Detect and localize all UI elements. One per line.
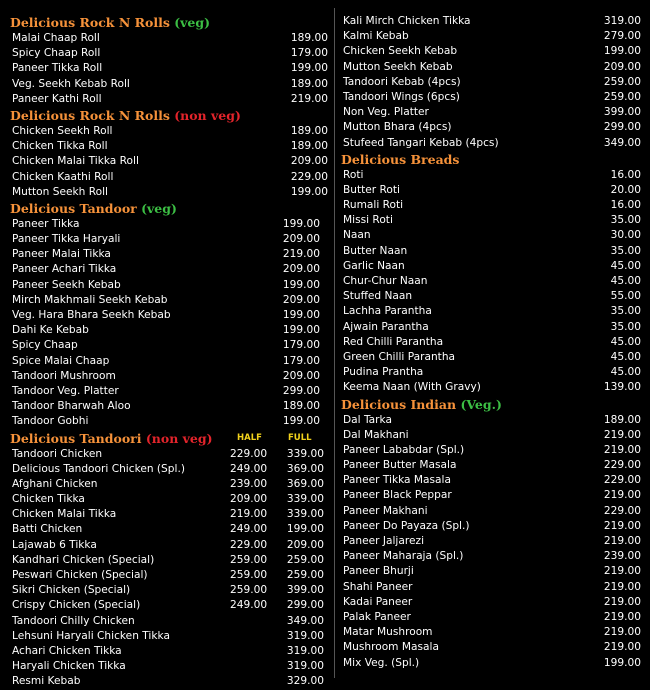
item-price: 219.00 [603,641,641,654]
item-full-price: 319.00 [286,660,324,673]
menu-item [10,462,328,477]
menu-item [341,259,641,274]
menu-item [10,568,328,583]
half-header: HALF [237,432,262,443]
item-name: Paneer Achari Tikka [12,263,117,276]
item-price: 259.00 [603,90,641,103]
section-heading [10,14,328,31]
section-heading [10,430,328,447]
item-name: Shahi Paneer [343,580,413,593]
item-name: Sikri Chicken (Special) [12,584,131,597]
menu-item [10,293,328,308]
menu-item [10,414,328,429]
item-price: 219.00 [603,428,641,441]
item-name: Butter Roti [343,183,400,196]
item-name: Stuffed Naan [343,290,413,303]
item-name: Afghani Chicken [12,477,98,490]
section-tandoori-nonveg [10,430,328,690]
item-name: Kalmi Kebab [343,30,409,43]
menu-item [341,90,641,105]
item-name: Veg. Hara Bhara Seekh Kebab [12,309,171,321]
menu-item [10,247,328,262]
item-name: Paneer Tikka Masala [343,474,451,487]
item-price: 199.00 [282,309,320,321]
menu-item [341,60,641,75]
item-price: 199.00 [603,45,641,58]
item-name: Pudina Prantha [343,366,424,379]
item-price: 209.00 [282,263,320,276]
item-name: Veg. Seekh Kebab Roll [12,77,130,90]
item-name: Resmi Kebab [12,675,81,688]
item-half-price: 259.00 [230,569,268,581]
menu-item [341,136,641,151]
section-heading [341,396,641,413]
item-list [10,124,328,200]
item-name: Malai Chaap Roll [12,32,100,44]
item-price: 179.00 [290,47,328,60]
item-name: Paneer Lababdar (Spl.) [343,443,465,456]
item-price: 35.00 [610,244,641,257]
item-half-price: 249.00 [230,462,268,475]
section-tandoor-continued [341,14,641,151]
item-price: 209.00 [282,369,320,382]
item-price: 199.00 [282,324,320,337]
item-name: Paneer Do Payaza (Spl.) [343,519,470,532]
item-name: Tandoor Gobhi [12,415,89,428]
item-full-price: 199.00 [286,523,324,536]
item-price: 189.00 [290,77,328,90]
item-name: Paneer Bhurji [343,565,414,578]
item-list [341,168,641,396]
menu-item [341,458,641,473]
item-price: 16.00 [610,168,641,181]
menu-item [10,629,328,644]
item-price: 179.00 [282,354,320,367]
item-price: 239.00 [603,550,641,563]
veg-tag: (Veg.) [460,396,502,412]
section-tandoor-veg [10,200,328,430]
item-price: 219.00 [603,535,641,547]
menu-item [341,519,641,534]
item-price: 219.00 [603,519,641,532]
item-price: 179.00 [282,339,320,352]
item-name: Tandoori Chicken [12,447,103,460]
item-name: Butter Naan [343,244,408,257]
item-price: 219.00 [603,565,641,578]
item-price: 199.00 [282,278,320,291]
menu-item [341,183,641,198]
item-price: 219.00 [282,248,320,261]
item-name: Garlic Naan [343,259,405,272]
item-price: 45.00 [610,275,641,287]
section-title: Delicious Indian [341,396,457,412]
item-price: 229.00 [290,170,328,183]
item-name: Tandoori Wings (6pcs) [343,90,460,103]
menu-item [10,92,328,107]
item-name: Mutton Bhara (4pcs) [343,121,452,134]
menu-item [10,614,328,629]
menu-item [341,640,641,655]
menu-left-column [10,14,328,690]
section-title: Delicious Rock N Rolls [10,15,170,30]
item-name: Mushroom Masala [343,641,439,654]
menu-item [10,232,328,247]
item-price: 55.00 [610,290,641,303]
menu-item [341,580,641,595]
item-name: Chicken Tikka [12,493,85,506]
item-list [10,217,328,430]
menu-item [341,610,641,625]
item-name: Ajwain Parantha [343,320,429,333]
item-name: Chicken Tikka Roll [12,140,108,153]
menu-item [10,522,328,537]
item-price: 199.00 [282,415,320,428]
section-indian-veg [341,396,641,671]
veg-tag: (veg) [174,15,211,30]
menu-item [10,384,328,399]
menu-item [10,538,328,553]
section-rock-veg [10,14,328,107]
item-price: 45.00 [610,335,641,348]
menu-item [341,320,641,335]
item-price: 279.00 [603,30,641,43]
item-name: Haryali Chicken Tikka [12,660,126,673]
menu-item [10,323,328,338]
menu-item [10,170,328,185]
item-full-price: 369.00 [286,462,324,475]
column-divider [334,8,335,678]
item-price: 20.00 [610,183,641,196]
item-name: Palak Paneer [343,610,411,623]
section-title: Delicious Tandoor [10,200,137,216]
item-name: Kadai Paneer [343,595,413,608]
menu-item [341,380,641,395]
item-price: 219.00 [603,610,641,623]
menu-item [341,656,641,671]
item-half-price: 209.00 [230,493,268,506]
item-price: 199.00 [290,185,328,198]
item-full-price: 399.00 [286,584,324,597]
item-name: Kali Mirch Chicken Tikka [343,15,471,27]
menu-item [341,350,641,365]
item-price: 189.00 [603,413,641,426]
item-price: 209.00 [290,155,328,168]
item-name: Chicken Seekh Kebab [343,45,458,58]
item-name: Keema Naan (With Gravy) [343,381,481,394]
item-name: Achari Chicken Tikka [12,644,122,657]
item-name: Paneer Malai Tikka [12,248,111,261]
item-price: 199.00 [603,656,641,669]
item-price: 189.00 [282,400,320,413]
menu-item [341,75,641,90]
section-heading [341,151,641,168]
item-name: Stufeed Tangari Kebab (4pcs) [343,136,499,149]
item-name: Non Veg. Platter [343,106,429,119]
item-list [341,14,641,151]
item-name: Dal Tarka [343,413,392,426]
item-price: 229.00 [603,504,641,517]
menu-right-column [341,14,641,671]
item-price: 209.00 [282,233,320,246]
menu-item [341,564,641,579]
item-name: Kandhari Chicken (Special) [12,553,155,566]
menu-item [341,488,641,503]
item-name: Missi Roti [343,214,393,227]
menu-item [341,365,641,380]
item-half-price: 229.00 [230,538,268,551]
item-name: Paneer Maharaja (Spl.) [343,550,464,563]
item-name: Peswari Chicken (Special) [12,569,148,581]
item-name: Green Chilli Parantha [343,350,456,363]
menu-item [341,44,641,59]
item-price: 219.00 [603,443,641,456]
menu-item [341,625,641,640]
item-price: 189.00 [290,140,328,153]
item-list [10,31,328,107]
item-name: Mutton Seekh Kebab [343,60,453,73]
item-name: Tandoori Kebab (4pcs) [343,75,461,88]
menu-item [10,217,328,232]
item-price: 199.00 [282,217,320,230]
item-list [341,413,641,671]
menu-item [10,308,328,323]
item-name: Dal Makhani [343,428,409,441]
menu-item [10,674,328,689]
menu-item [10,139,328,154]
item-name: Mirch Makhmali Seekh Kebab [12,293,168,306]
item-price: 189.00 [290,124,328,137]
item-name: Tandoor Bharwah Aloo [12,400,131,413]
item-name: Spicy Chaap Roll [12,47,101,60]
menu-item [10,553,328,568]
item-name: Lachha Parantha [343,305,432,318]
menu-item [10,399,328,414]
item-name: Chicken Malai Tikka [12,508,117,521]
item-full-price: 339.00 [286,447,324,460]
item-price: 209.00 [282,293,320,306]
menu-item [10,77,328,92]
section-breads [341,151,641,396]
item-name: Mutton Seekh Roll [12,185,108,198]
item-name: Spice Malai Chaap [12,354,110,367]
item-name: Paneer Seekh Kebab [12,278,121,291]
menu-item [341,228,641,243]
item-name: Mix Veg. (Spl.) [343,656,420,669]
menu-item [10,644,328,659]
item-price: 16.00 [610,199,641,212]
item-name: Spicy Chaap [12,339,78,352]
section-heading [10,200,328,217]
item-name: Red Chilli Parantha [343,335,444,348]
item-name: Chicken Malai Tikka Roll [12,155,139,168]
item-full-price: 329.00 [286,675,324,688]
section-title: Delicious Rock N Rolls [10,107,170,123]
section-heading [10,107,328,124]
menu-item [10,492,328,507]
menu-item [10,477,328,492]
item-name: Chur-Chur Naan [343,275,428,287]
item-name: Tandoori Mushroom [12,369,116,382]
menu-item [341,168,641,183]
menu-item [341,29,641,44]
item-list [10,447,328,690]
item-name: Naan [343,229,371,242]
item-name: Roti [343,168,364,181]
full-header: FULL [288,432,312,443]
menu-item [10,124,328,139]
menu-item [341,120,641,135]
item-price: 319.00 [603,15,641,27]
item-full-price: 259.00 [286,553,324,566]
item-name: Paneer Black Peppar [343,489,452,502]
menu-item [10,185,328,200]
menu-item [341,198,641,213]
item-name: Chicken Seekh Roll [12,124,113,137]
menu-item [341,595,641,610]
nonveg-tag: (non veg) [174,107,241,123]
item-full-price: 299.00 [286,599,324,612]
menu-item [10,338,328,353]
item-name: Lajawab 6 Tikka [12,538,97,551]
nonveg-tag: (non veg) [145,430,213,446]
section-title: Delicious Breads [341,151,460,167]
item-full-price: 319.00 [286,644,324,657]
menu-item [10,61,328,76]
menu-item [341,534,641,549]
menu-item [10,447,328,462]
item-full-price: 369.00 [286,477,324,490]
item-price: 30.00 [610,229,641,242]
item-half-price: 259.00 [230,553,268,566]
item-name: Paneer Tikka Roll [12,62,103,75]
item-half-price: 249.00 [230,599,268,612]
menu-item [341,289,641,304]
item-price: 209.00 [603,60,641,73]
item-price: 299.00 [603,121,641,134]
menu-item [341,443,641,458]
item-price: 139.00 [603,381,641,394]
item-name: Paneer Kathi Roll [12,92,102,105]
item-name: Tandoor Veg. Platter [12,384,119,397]
item-full-price: 259.00 [286,569,324,581]
menu-item [341,105,641,120]
section-title: Delicious Tandoori [10,430,142,446]
item-name: Tandoori Chilly Chicken [12,614,135,627]
item-name: Paneer Jaljarezi [343,535,425,547]
item-price: 399.00 [603,106,641,119]
menu-item [341,14,641,29]
item-price: 45.00 [610,366,641,379]
item-full-price: 209.00 [286,538,324,551]
item-price: 229.00 [603,459,641,472]
menu-item [341,473,641,488]
menu-item [341,304,641,319]
item-price: 199.00 [290,62,328,75]
item-price: 349.00 [603,136,641,149]
menu-item [341,335,641,350]
item-name: Chicken Kaathi Roll [12,170,114,183]
item-price: 219.00 [603,489,641,502]
menu-item [10,659,328,674]
item-name: Paneer Makhani [343,504,428,517]
item-full-price: 339.00 [286,493,324,506]
item-price: 35.00 [610,320,641,333]
menu-item [10,583,328,598]
menu-item [341,428,641,443]
item-name: Rumali Roti [343,199,404,212]
menu-item [341,504,641,519]
menu-item [10,598,328,613]
item-name: Paneer Tikka Haryali [12,233,121,246]
menu-item [341,244,641,259]
item-name: Delicious Tandoori Chicken (Spl.) [12,462,185,475]
veg-tag: (veg) [141,200,177,216]
item-price: 45.00 [610,259,641,272]
item-price: 45.00 [610,350,641,363]
section-rock-nonveg [10,107,328,200]
item-name: Lehsuni Haryali Chicken Tikka [12,629,170,642]
item-price: 35.00 [610,305,641,318]
item-name: Matar Mushroom [343,626,433,639]
item-name: Dahi Ke Kebab [12,324,89,337]
menu-item [10,369,328,384]
menu-item [10,262,328,277]
item-half-price: 259.00 [230,584,268,597]
item-price: 219.00 [290,92,328,105]
item-price: 219.00 [603,580,641,593]
item-full-price: 339.00 [286,508,324,521]
item-price: 259.00 [603,75,641,88]
menu-item [10,507,328,522]
item-price: 229.00 [603,474,641,487]
item-half-price: 249.00 [230,523,268,536]
item-name: Batti Chicken [12,523,83,536]
item-name: Paneer Tikka [12,217,80,230]
menu-item [341,549,641,564]
item-price: 299.00 [282,384,320,397]
menu-item [10,46,328,61]
menu-item [341,274,641,289]
item-half-price: 229.00 [230,447,268,460]
item-full-price: 349.00 [286,614,324,627]
item-name: Paneer Butter Masala [343,459,457,472]
item-half-price: 219.00 [230,508,268,521]
menu-item [10,278,328,293]
item-price: 219.00 [603,626,641,639]
menu-item [10,354,328,369]
item-price: 219.00 [603,595,641,608]
item-price: 189.00 [290,32,328,44]
item-price: 35.00 [610,214,641,227]
menu-item [10,31,328,46]
item-half-price: 239.00 [230,477,268,490]
menu-item [341,413,641,428]
item-full-price: 319.00 [286,629,324,642]
menu-item [341,213,641,228]
menu-item [10,154,328,169]
item-name: Crispy Chicken (Special) [12,599,141,612]
